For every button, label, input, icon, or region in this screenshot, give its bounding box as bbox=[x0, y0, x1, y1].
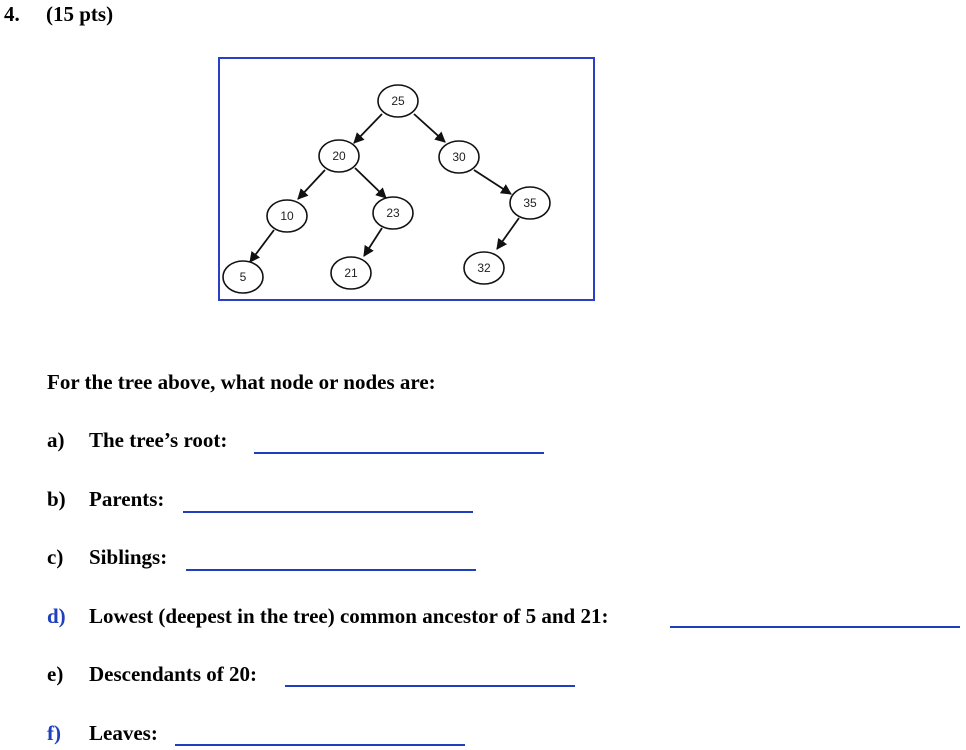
answer-blank-c[interactable] bbox=[186, 569, 476, 571]
tree-node-20 bbox=[319, 140, 359, 172]
tree-node-32 bbox=[464, 252, 504, 284]
answer-blank-a[interactable] bbox=[254, 452, 544, 454]
answer-blank-d[interactable] bbox=[670, 626, 960, 628]
question-points: (15 pts) bbox=[46, 2, 114, 26]
tree-edge-35-32 bbox=[497, 218, 519, 249]
tree-edge-25-20 bbox=[354, 114, 382, 143]
item-f-text: Leaves: bbox=[89, 721, 158, 745]
tree-edge-10-5 bbox=[250, 230, 274, 262]
item-a-letter: a) bbox=[47, 428, 65, 452]
item-c-text: Siblings: bbox=[89, 545, 168, 569]
item-d-letter: d) bbox=[47, 604, 66, 628]
tree-node-label: 10 bbox=[280, 209, 294, 223]
tree-node-label: 5 bbox=[239, 270, 247, 284]
tree-node-30 bbox=[439, 141, 479, 173]
question-intro: For the tree above, what node or nodes are: bbox=[47, 370, 436, 394]
tree-node-23 bbox=[373, 197, 413, 229]
item-a-text: The tree’s root: bbox=[89, 428, 228, 452]
answer-blank-f[interactable] bbox=[175, 744, 465, 746]
tree-node-label: 25 bbox=[391, 94, 405, 108]
tree-node-label: 21 bbox=[344, 266, 358, 280]
item-f-letter: f) bbox=[47, 721, 61, 745]
tree-node-35 bbox=[510, 187, 550, 219]
tree-edge-20-23 bbox=[355, 168, 386, 198]
tree-node-label: 23 bbox=[386, 206, 400, 220]
tree-node-21 bbox=[331, 257, 371, 289]
answer-blank-b[interactable] bbox=[183, 511, 473, 513]
item-e-letter: e) bbox=[47, 662, 64, 686]
item-b-text: Parents: bbox=[89, 487, 165, 511]
tree-node-5 bbox=[223, 261, 263, 293]
tree-edge-30-35 bbox=[474, 170, 511, 194]
tree-edge-20-10 bbox=[298, 170, 325, 199]
tree-node-label: 35 bbox=[523, 196, 537, 210]
item-b-letter: b) bbox=[47, 487, 66, 511]
item-d-text: Lowest (deepest in the tree) common ancestor of 5 and 21: bbox=[89, 604, 609, 628]
answer-blank-e[interactable] bbox=[285, 685, 575, 687]
tree-node-label: 30 bbox=[452, 150, 466, 164]
tree-node-label: 32 bbox=[477, 261, 491, 275]
question-number: 4. bbox=[4, 2, 20, 26]
item-c-letter: c) bbox=[47, 545, 64, 569]
tree-diagram bbox=[0, 0, 966, 340]
tree-node-label: 20 bbox=[332, 149, 346, 163]
tree-node-10 bbox=[267, 200, 307, 232]
tree-edge-23-21 bbox=[364, 228, 382, 256]
tree-node-25 bbox=[378, 85, 418, 117]
item-e-text: Descendants of 20: bbox=[89, 662, 257, 686]
tree-edge-25-30 bbox=[414, 114, 445, 142]
